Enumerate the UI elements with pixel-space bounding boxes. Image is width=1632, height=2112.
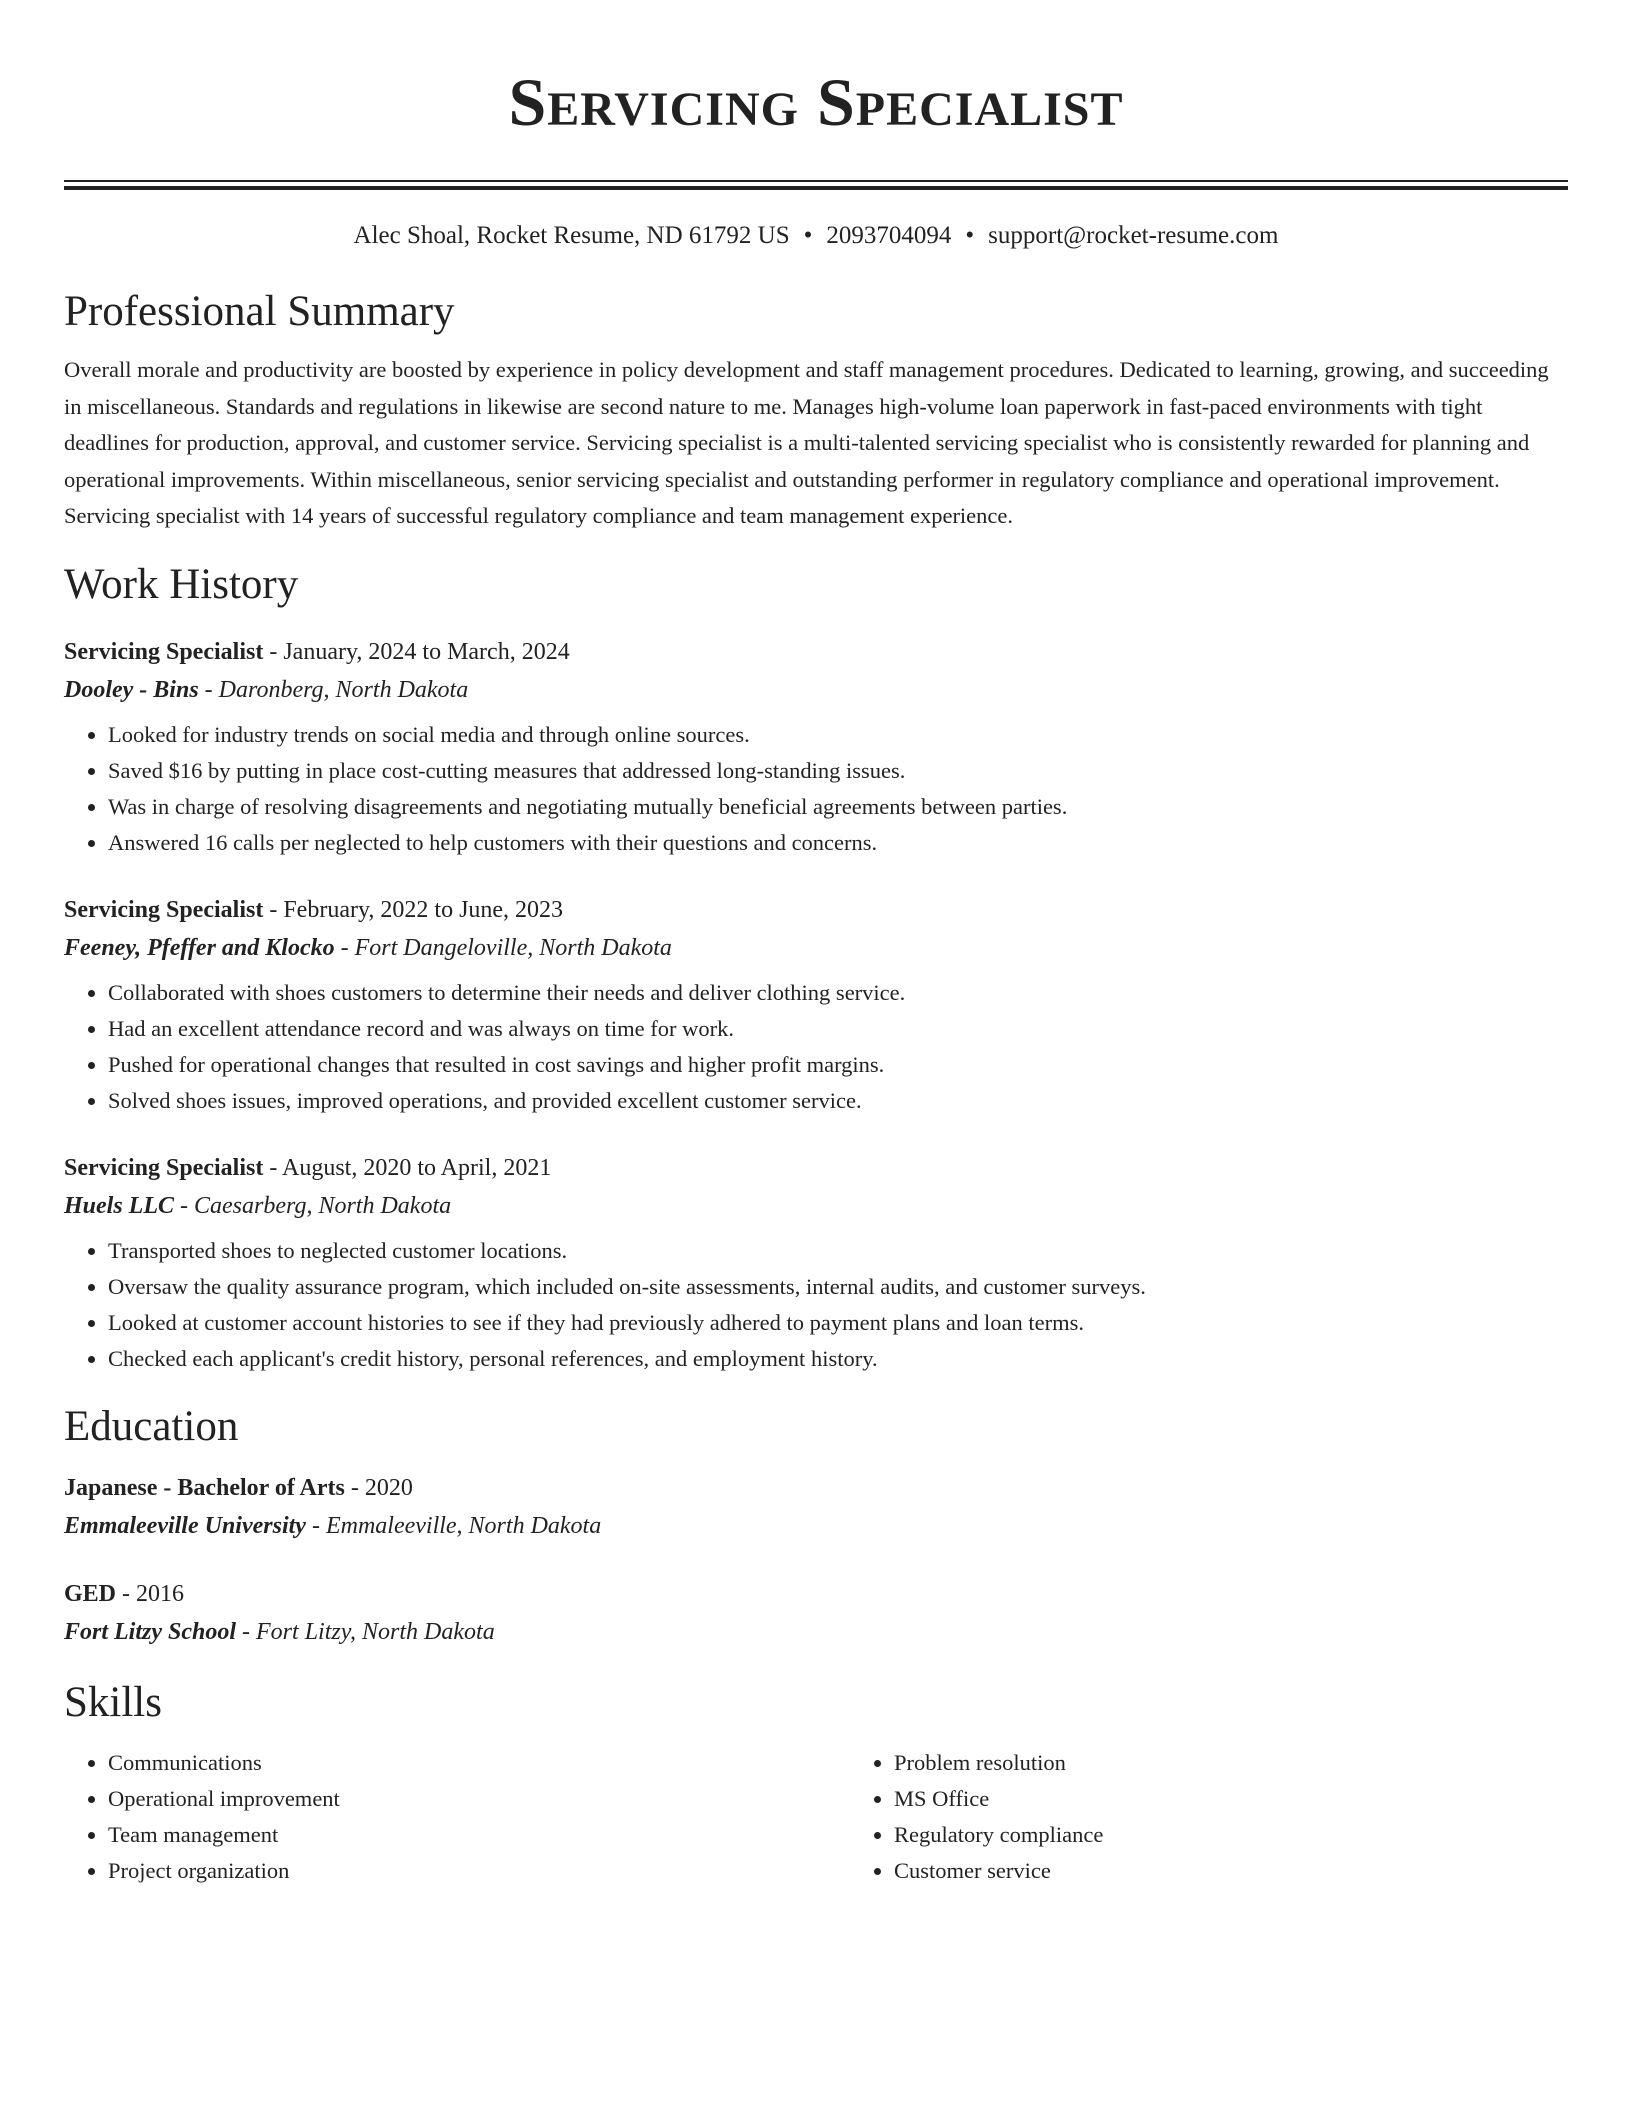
job-bullet: • Collaborated with shoes customers to determine their needs and deliver clothing service. — [108, 975, 1568, 1011]
work-history-section — [64, 557, 1568, 1377]
title-divider — [64, 180, 1568, 190]
job-location: - Fort Dangeloville, North Dakota — [334, 934, 672, 961]
job-title-line — [64, 1149, 1568, 1187]
job-title-line — [64, 891, 1568, 929]
job-company-line — [64, 671, 1568, 709]
job-title: Servicing Specialist — [64, 638, 264, 665]
job-bullet: • Checked each applicant's credit history, personal references, and employment history. — [108, 1341, 1568, 1377]
job-location: - Daronberg, North Dakota — [198, 676, 469, 703]
skill-item: • Problem resolution — [894, 1745, 1568, 1781]
skills-list-right — [850, 1745, 1568, 1889]
job-bullets — [64, 975, 1568, 1119]
school-line — [64, 1507, 1568, 1545]
education-entry — [64, 1575, 1568, 1651]
contact-separator: • — [803, 222, 813, 249]
job-company: Feeney, Pfeffer and Klocko — [64, 934, 335, 961]
skill-item: • Customer service — [894, 1853, 1568, 1889]
job-entry — [64, 891, 1568, 1119]
contact-address: Alec Shoal, Rocket Resume, ND 61792 US — [353, 222, 790, 249]
job-title: Servicing Specialist — [64, 896, 264, 923]
resume-title: Servicing Specialist — [508, 64, 1124, 140]
school-location: - Fort Litzy, North Dakota — [236, 1618, 495, 1645]
skill-item: • Regulatory compliance — [894, 1817, 1568, 1853]
skills-list-left — [64, 1745, 850, 1889]
work-history-heading: Work History — [64, 560, 299, 608]
job-title-line — [64, 633, 1568, 671]
skill-item: • Project organization — [108, 1853, 850, 1889]
job-company: Huels LLC — [64, 1192, 175, 1219]
skill-item: • Communications — [108, 1745, 850, 1781]
skill-item: • Operational improvement — [108, 1781, 850, 1817]
job-company-line — [64, 929, 1568, 967]
job-bullet: • Had an excellent attendance record and was always on time for work. — [108, 1011, 1568, 1047]
skills-heading: Skills — [64, 1678, 162, 1726]
job-dates: - January, 2024 to March, 2024 — [263, 638, 570, 665]
contact-email: support@rocket-resume.com — [988, 222, 1279, 249]
job-bullets — [64, 1233, 1568, 1377]
job-bullet: • Pushed for operational changes that resulted in cost savings and higher profit margins. — [108, 1047, 1568, 1083]
summary-heading: Professional Summary — [64, 288, 455, 335]
skills-section — [64, 1675, 1568, 1889]
degree: Japanese - Bachelor of Arts — [64, 1474, 345, 1501]
degree-year: - 2016 — [116, 1580, 185, 1607]
job-company-line — [64, 1187, 1568, 1225]
school: Fort Litzy School — [64, 1618, 237, 1645]
job-dates: - February, 2022 to June, 2023 — [263, 896, 564, 923]
job-bullet: • Answered 16 calls per neglected to help customers with their questions and concerns. — [108, 825, 1568, 861]
contact-phone: 2093704094 — [826, 222, 952, 249]
job-bullets — [64, 717, 1568, 861]
degree: GED — [64, 1580, 117, 1607]
contact-separator: • — [965, 222, 975, 249]
degree-year: - 2020 — [344, 1474, 413, 1501]
job-location: - Caesarberg, North Dakota — [174, 1192, 452, 1219]
school-location: - Emmaleeville, North Dakota — [305, 1512, 602, 1539]
degree-line — [64, 1575, 1568, 1613]
job-title: Servicing Specialist — [64, 1154, 264, 1181]
degree-line — [64, 1469, 1568, 1507]
job-company: Dooley - Bins — [64, 676, 199, 703]
job-bullet: • Oversaw the quality assurance program, which included on-site assessments, internal audits, and customer surveys. — [108, 1269, 1568, 1305]
school: Emmaleeville University — [64, 1512, 306, 1539]
education-section — [64, 1399, 1568, 1651]
skills-columns — [64, 1745, 1568, 1889]
job-bullet: • Transported shoes to neglected customer locations. — [108, 1233, 1568, 1269]
skill-item: • MS Office — [894, 1781, 1568, 1817]
school-line — [64, 1613, 1568, 1651]
education-entry — [64, 1469, 1568, 1545]
job-bullet: • Looked for industry trends on social media and through online sources. — [108, 717, 1568, 753]
summary-text: Overall morale and productivity are boosted by experience in policy development and staff management procedures. Dedicated to learning, growing, and succeeding in miscellaneous. Standards and regulations in likewise are second nature to me. Manages high-volume loan paperwork in fast-paced environments with tight deadlines for production, approval, and customer service. Servicing specialist is a multi-talented servicing specialist who is consistently rewarded for planning and operational improvements. Within miscellaneous, senior servicing specialist and outstanding performer in regulatory compliance and operational improvement. Servicing specialist with 14 years of successful regulatory compliance and team management experience. — [64, 357, 1549, 528]
job-bullet: • Was in charge of resolving disagreements and negotiating mutually beneficial agreements between parties. — [108, 789, 1568, 825]
job-entry — [64, 1149, 1568, 1377]
job-bullet: • Solved shoes issues, improved operations, and provided excellent customer service. — [108, 1083, 1568, 1119]
job-bullet: • Looked at customer account histories to see if they had previously adhered to payment plans and loan terms. — [108, 1305, 1568, 1341]
summary-section — [64, 284, 1568, 535]
job-dates: - August, 2020 to April, 2021 — [263, 1154, 552, 1181]
job-bullet: • Saved $16 by putting in place cost-cutting measures that addressed long-standing issues. — [108, 753, 1568, 789]
job-entry — [64, 633, 1568, 861]
education-heading: Education — [64, 1402, 239, 1450]
contact-line — [64, 218, 1568, 254]
skill-item: • Team management — [108, 1817, 850, 1853]
